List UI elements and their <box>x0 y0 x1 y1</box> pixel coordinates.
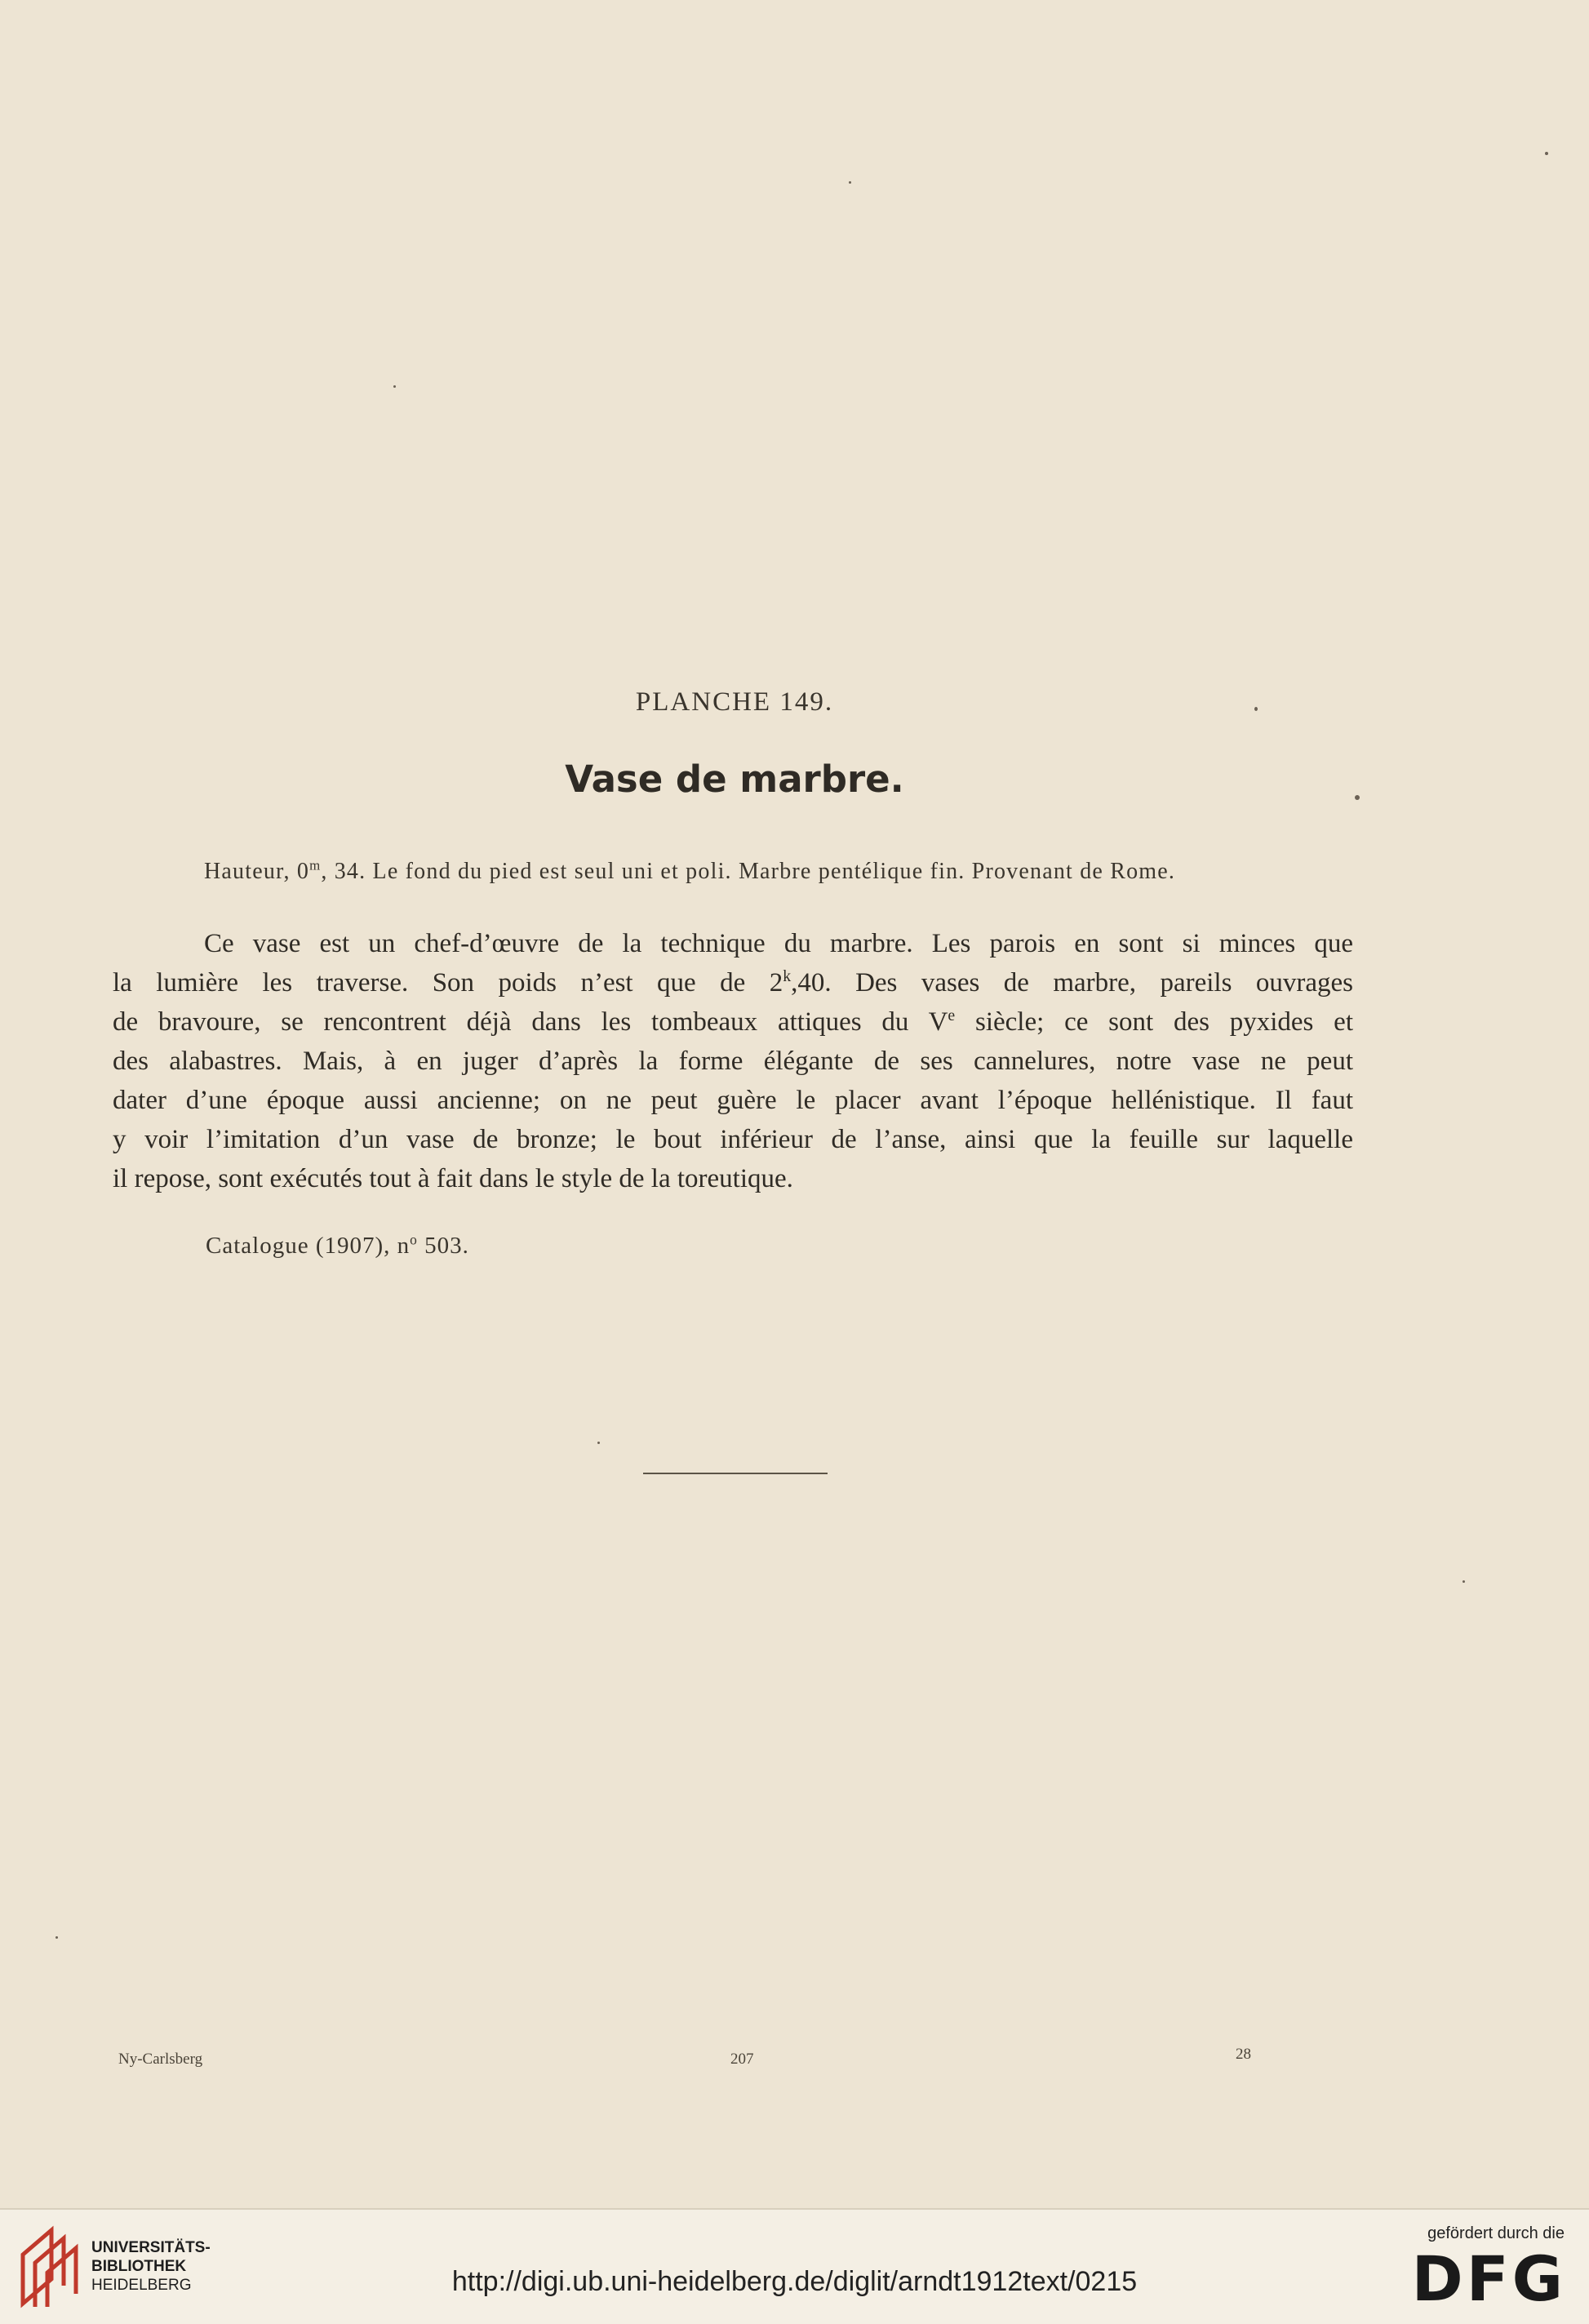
footer-page-number: 207 <box>730 2051 754 2068</box>
dfg-logo: DFG <box>1411 2242 1566 2315</box>
body-line-1: Ce vase est un chef-d’œuvre de la technique du marbre. Les parois en sont si minces que <box>204 929 1353 958</box>
body-line-6: y voir l’imitation d’un vase de bronze; le bout inférieur de l’anse, ainsi que la feuille sur laquelle <box>113 1125 1353 1154</box>
body-line-3-text: de bravoure, se rencontrent déjà dans les tombeaux attiques du V <box>113 1007 948 1037</box>
permalink-url[interactable]: http://digi.ub.uni-heidelberg.de/diglit/arndt1912text/0215 <box>451 2266 1138 2297</box>
body-line-7: il repose, sont exécutés tout à fait dans le style de la toreutique. <box>113 1164 793 1193</box>
institution-line-1: UNIVERSITÄTS- <box>91 2239 211 2256</box>
weight-unit-superscript: k <box>783 967 792 985</box>
object-description <box>204 859 1363 885</box>
description-text: , 34. Le fond du pied est seul uni et poli. Marbre pentélique fin. Provenant de Rome. <box>321 859 1176 884</box>
number-superscript: o <box>410 1231 418 1248</box>
body-line-2 <box>113 963 1353 1002</box>
institution-line-3: HEIDELBERG <box>91 2277 192 2294</box>
body-line-2-rest: ,40. Des vases de marbre, pareils ouvrages <box>791 968 1354 998</box>
century-superscript: e <box>948 1006 956 1024</box>
body-paragraph <box>113 924 1353 1198</box>
funded-by-label: gefördert durch die <box>1427 2224 1565 2242</box>
footer-sheet-number: 28 <box>1236 2046 1251 2063</box>
institution-line-2: BIBLIOTHEK <box>91 2258 187 2275</box>
height-label: Hauteur, 0 <box>204 859 310 884</box>
page-title: Vase de marbre. <box>565 758 904 801</box>
body-line-4: des alabastres. Mais, à en juger d’après la forme élégante de ses cannelures, notre vase ne peut <box>113 1046 1353 1076</box>
body-line-3 <box>113 1002 1353 1042</box>
plate-label: PLANCHE 149. <box>635 687 834 717</box>
body-line-3-rest: siècle; ce sont des pyxides et <box>955 1007 1353 1037</box>
catalogue-reference <box>206 1233 469 1260</box>
catalogue-text: Catalogue (1907), n <box>206 1233 411 1259</box>
height-unit-superscript: m <box>309 857 322 873</box>
body-line-5: dater d’une époque aussi ancienne; on ne peut guère le placer avant l’époque hellénistique. Il faut <box>113 1086 1353 1115</box>
section-divider <box>643 1473 828 1474</box>
catalogue-number: 503. <box>417 1233 469 1259</box>
body-line-2-text: la lumière les traverse. Son poids n’est que de 2 <box>113 968 783 998</box>
footer-signature: Ny-Carlsberg <box>118 2051 203 2068</box>
